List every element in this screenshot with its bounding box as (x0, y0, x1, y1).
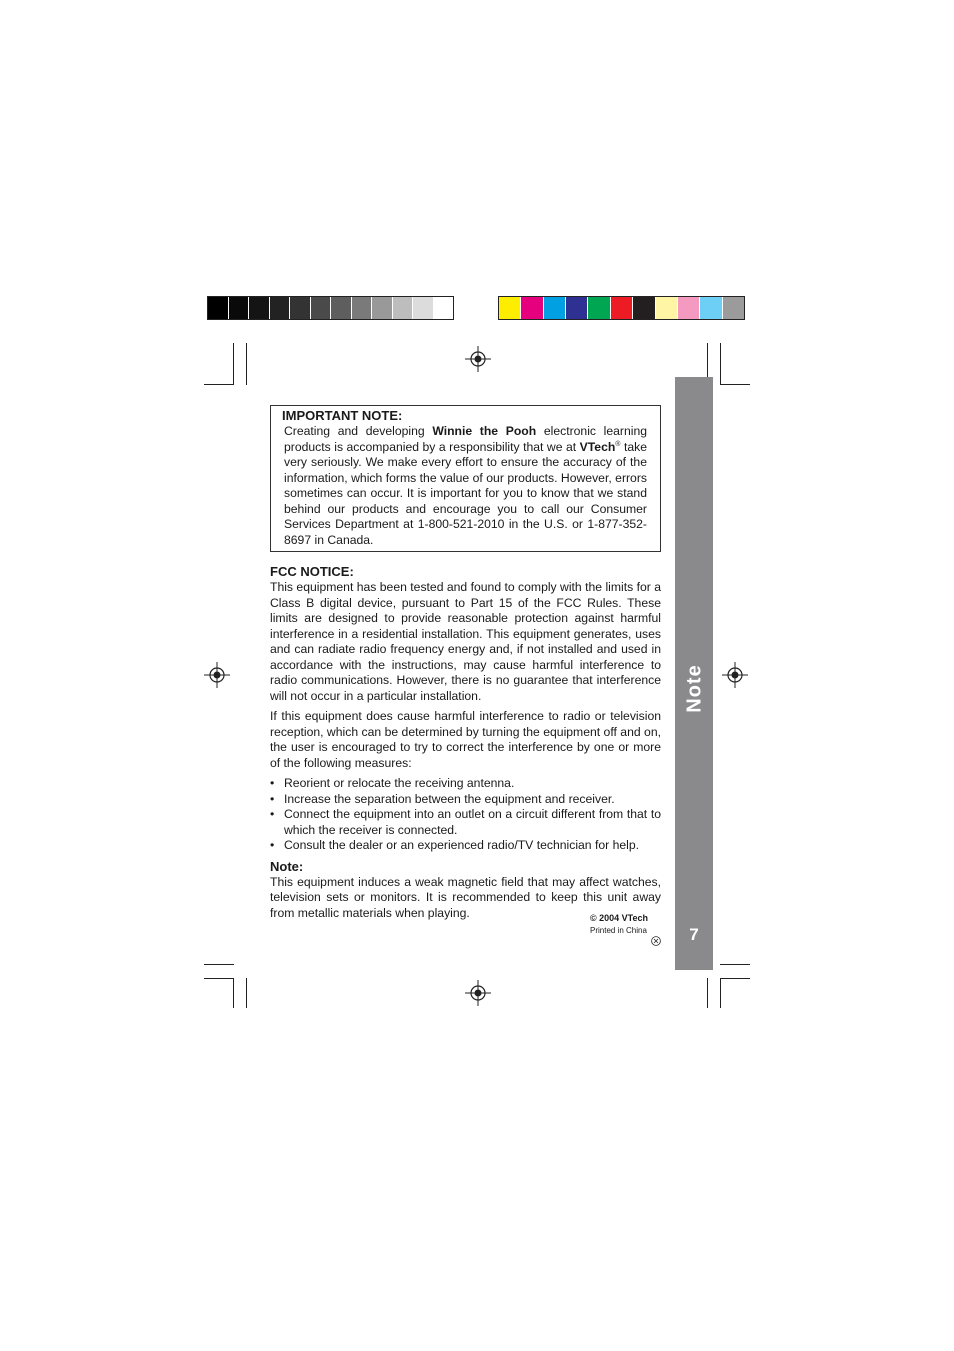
important-note-heading: IMPORTANT NOTE: (282, 408, 403, 423)
calibration-swatch (700, 297, 722, 319)
important-note-text-part: electronic learning products is accompanied by a responsibility that we at (284, 424, 648, 454)
note-heading: Note: (270, 858, 304, 874)
calibration-swatch (208, 297, 229, 319)
crop-mark (246, 343, 247, 385)
product-name: Winnie the Pooh (432, 424, 537, 438)
calibration-swatch (290, 297, 311, 319)
calibration-swatch (633, 297, 655, 319)
crop-mark (233, 343, 234, 385)
important-note-text (284, 424, 647, 548)
registration-mark-icon (465, 346, 491, 372)
calibration-swatch (352, 297, 373, 319)
important-note-box (270, 405, 661, 552)
page-number: 7 (689, 925, 699, 944)
calibration-swatch (393, 297, 414, 319)
list-item-text: Connect the equipment into an outlet on a circuit different from that to which the receiver is connected. (284, 807, 661, 837)
registration-mark-icon (722, 662, 748, 688)
list-item (270, 807, 661, 838)
calibration-swatch (521, 297, 543, 319)
registration-mark-icon (204, 662, 230, 688)
list-item (270, 776, 661, 792)
calibration-swatch (311, 297, 332, 319)
crop-mark (720, 964, 750, 965)
list-item-text: Reorient or relocate the receiving antenna. (284, 776, 515, 790)
calibration-swatch (434, 297, 454, 319)
side-tab-title: Note (683, 664, 706, 713)
crop-mark (720, 978, 721, 1008)
measures-list (270, 776, 661, 854)
crop-mark (204, 978, 234, 979)
calibration-swatch (544, 297, 566, 319)
calibration-swatch (656, 297, 678, 319)
calibration-swatch (229, 297, 250, 319)
fcc-notice-heading: FCC NOTICE: (270, 564, 354, 579)
calibration-swatch (270, 297, 291, 319)
bullet-icon: • (270, 838, 275, 852)
calibration-swatch (566, 297, 588, 319)
crop-mark (233, 978, 234, 1008)
fcc-paragraph-2: If this equipment does cause harmful interference to radio or television reception, which can be determined by turning the equipment off and on, the user is encouraged to try to correct the interference by one or more of the following measures: (270, 709, 661, 770)
color-calibration-bar (498, 296, 745, 320)
crop-mark (720, 384, 750, 385)
bullet-icon: • (270, 776, 275, 790)
list-item (270, 792, 661, 808)
calibration-swatch (588, 297, 610, 319)
recycle-icon (651, 936, 661, 946)
crop-mark (720, 343, 721, 385)
fcc-paragraph-1: This equipment has been tested and found to comply with the limits for a Class B digital device, pursuant to Part 15 of the FCC Rules. These limits are designed to provide reasonable protection against harmful interference in a residential installation. This equipment generates, uses and can radiate radio frequency energy and, if not installed and used in accordance with the instructions, may cause harmful interference to radio communications. However, there is no guarantee that interference will not occur in a particular installation. (270, 580, 661, 703)
bullet-icon: • (270, 791, 275, 806)
printed-in-text: Printed in China (590, 926, 647, 935)
grayscale-calibration-bar (207, 296, 454, 320)
crop-mark (720, 978, 750, 979)
registered-mark: ® (615, 440, 621, 448)
fcc-notice-section (270, 564, 661, 854)
crop-mark (204, 964, 234, 965)
calibration-swatch (249, 297, 270, 319)
crop-mark (204, 384, 234, 385)
list-item (270, 838, 661, 854)
calibration-swatch (499, 297, 521, 319)
calibration-swatch (611, 297, 633, 319)
copyright-block (590, 912, 660, 937)
important-note-text-part: Creating and developing (284, 424, 433, 438)
calibration-swatch (372, 297, 393, 319)
page-content (270, 405, 661, 926)
registration-mark-icon (465, 980, 491, 1006)
calibration-swatch (678, 297, 700, 319)
brand-name: VTech (579, 439, 616, 454)
calibration-swatch (331, 297, 352, 319)
calibration-swatch (723, 297, 744, 319)
crop-mark (707, 978, 708, 1008)
list-item-text: Consult the dealer or an experienced radio/TV technician for help. (284, 838, 640, 852)
list-item-text: Increase the separation between the equipment and receiver. (284, 791, 615, 806)
copyright-text: © 2004 VTech (590, 913, 648, 923)
calibration-swatch (413, 297, 434, 319)
crop-mark (246, 978, 247, 1008)
bullet-icon: • (270, 807, 275, 821)
note-text: This equipment induces a weak magnetic field that may affect watches, television sets or monitors. It is recommended to keep this unit away from metallic materials when playing. (270, 874, 661, 920)
side-tab (675, 377, 713, 970)
important-note-text-part: take very seriously. We make every effort to ensure the accuracy of the information, which forms the value of our products. However, errors sometimes can occur. It is important for you to know that we stand behind our products and encourage you to call our Consumer Services Department at 1-800-521-2010 in the U.S. or 1-877-352-8697 in Canada. (284, 439, 647, 547)
